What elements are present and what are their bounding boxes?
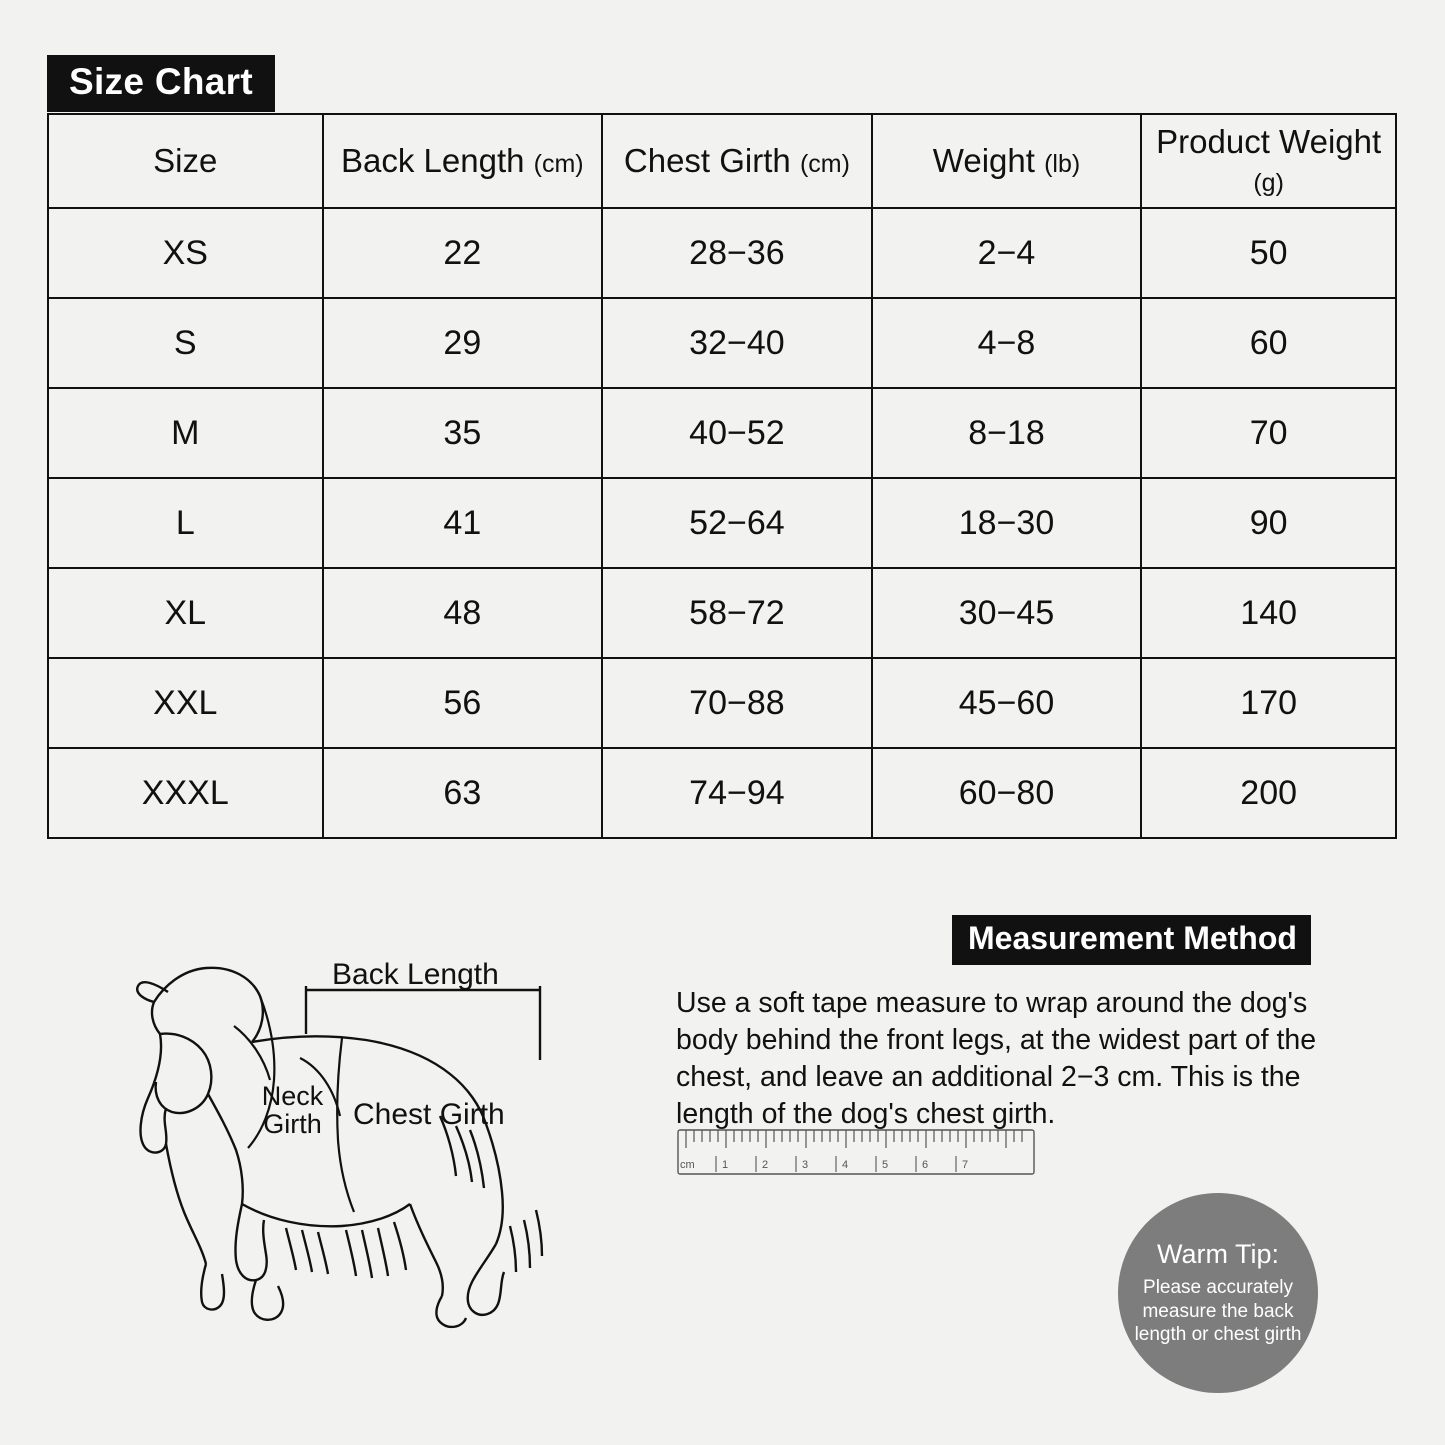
column-header-product-weight-label: Product Weight <box>1156 123 1382 160</box>
column-header-weight-unit: (lb) <box>1044 150 1081 178</box>
cell-size: XL <box>48 568 323 658</box>
table-row <box>48 568 1396 658</box>
table-row <box>48 658 1396 748</box>
cell-chest-girth: 32−40 <box>602 298 872 388</box>
ruler-tick-2: 2 <box>762 1159 769 1171</box>
cell-weight: 60−80 <box>872 748 1142 838</box>
cell-size: XXXL <box>48 748 323 838</box>
cell-product-weight: 140 <box>1141 568 1396 658</box>
warm-tip-body: Please accurately measure the back length or chest girth <box>1134 1276 1302 1346</box>
label-chest-girth: Chest Girth <box>353 1098 505 1131</box>
table-row <box>48 478 1396 568</box>
cell-weight: 4−8 <box>872 298 1142 388</box>
label-neck-girth-line1: Neck <box>261 1081 324 1111</box>
ruler-tick-4: 4 <box>842 1159 849 1171</box>
ruler-tick-5: 5 <box>882 1159 889 1171</box>
table-row <box>48 388 1396 478</box>
cell-back-length: 41 <box>323 478 603 568</box>
cell-back-length: 29 <box>323 298 603 388</box>
cell-size: M <box>48 388 323 478</box>
cell-product-weight: 60 <box>1141 298 1396 388</box>
label-neck-girth-line2: Girth <box>263 1109 322 1140</box>
column-header-chest-girth <box>602 114 872 208</box>
ruler-unit-label: cm <box>680 1159 695 1171</box>
cell-back-length: 48 <box>323 568 603 658</box>
cell-chest-girth: 28−36 <box>602 208 872 298</box>
cell-size: XXL <box>48 658 323 748</box>
cell-chest-girth: 58−72 <box>602 568 872 658</box>
cell-back-length: 35 <box>323 388 603 478</box>
dog-measurement-illustration <box>110 930 630 1350</box>
cell-chest-girth: 40−52 <box>602 388 872 478</box>
label-back-length: Back Length <box>332 958 499 991</box>
cell-product-weight: 170 <box>1141 658 1396 748</box>
cell-size: L <box>48 478 323 568</box>
cell-size: S <box>48 298 323 388</box>
table-row <box>48 298 1396 388</box>
cell-weight: 8−18 <box>872 388 1142 478</box>
ruler-tick-7: 7 <box>962 1159 969 1171</box>
column-header-product-weight-unit: (g) <box>1253 169 1284 197</box>
cell-product-weight: 90 <box>1141 478 1396 568</box>
column-header-back-length <box>323 114 603 208</box>
column-header-size-label: Size <box>153 142 218 179</box>
column-header-weight <box>872 114 1142 208</box>
cell-size: XS <box>48 208 323 298</box>
measurement-method-title: Measurement Method <box>952 915 1311 965</box>
cell-back-length: 56 <box>323 658 603 748</box>
column-header-back-length-unit: (cm) <box>533 150 584 178</box>
column-header-chest-girth-label: Chest Girth <box>623 142 791 179</box>
ruler-icon <box>676 1128 1036 1190</box>
ruler-tick-6: 6 <box>922 1159 929 1171</box>
label-neck-girth <box>245 1082 340 1139</box>
warm-tip-badge <box>1118 1193 1318 1393</box>
table-header-row <box>48 114 1396 208</box>
cell-product-weight: 70 <box>1141 388 1396 478</box>
dog-outline-icon <box>110 930 630 1350</box>
ruler-tick-1: 1 <box>722 1159 729 1171</box>
cell-chest-girth: 52−64 <box>602 478 872 568</box>
size-chart-title: Size Chart <box>47 55 275 112</box>
cell-product-weight: 50 <box>1141 208 1396 298</box>
column-header-back-length-label: Back Length <box>341 142 525 179</box>
cell-weight: 18−30 <box>872 478 1142 568</box>
warm-tip-title: Warm Tip: <box>1156 1238 1279 1269</box>
cell-product-weight: 200 <box>1141 748 1396 838</box>
cell-chest-girth: 70−88 <box>602 658 872 748</box>
measurement-method-body: Use a soft tape measure to wrap around the dog's body behind the front legs, at the widest part of the chest, and leave an additional 2−3 cm. This is the length of the dog's chest girth. <box>676 987 1317 1131</box>
cell-back-length: 22 <box>323 208 603 298</box>
table-row <box>48 208 1396 298</box>
cell-weight: 30−45 <box>872 568 1142 658</box>
column-header-size <box>48 114 323 208</box>
cell-chest-girth: 74−94 <box>602 748 872 838</box>
ruler-tick-3: 3 <box>802 1159 809 1171</box>
table-row <box>48 748 1396 838</box>
column-header-chest-girth-unit: (cm) <box>799 150 850 178</box>
cell-back-length: 63 <box>323 748 603 838</box>
column-header-weight-label: Weight <box>932 142 1035 179</box>
column-header-product-weight <box>1141 114 1396 208</box>
size-chart-table <box>47 113 1397 839</box>
cell-weight: 45−60 <box>872 658 1142 748</box>
cell-weight: 2−4 <box>872 208 1142 298</box>
